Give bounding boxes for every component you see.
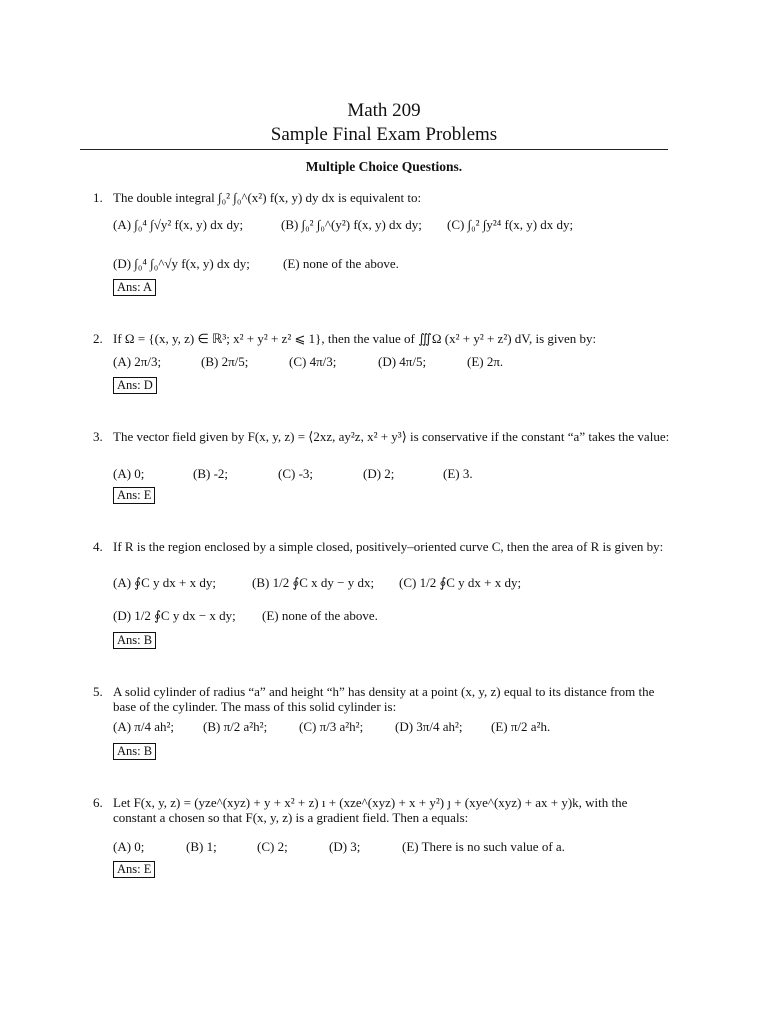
question-number: 5. <box>93 684 103 699</box>
answer-box: Ans: E <box>113 487 155 504</box>
question-stem: Let F(x, y, z) = (yze^(xyz) + y + x² + z) ı + (xze^(xyz) + x + y²) ȷ + (xye^(xyz) + ax + y)k, with the constant a chosen so that F(x, y, z) is a gradient field. Then a equals: <box>113 795 628 825</box>
option-e: (E) π/2 a²h. <box>491 719 551 734</box>
option-d: (D) 2; <box>363 466 395 481</box>
option-a: (A) 2π/3; <box>113 354 162 369</box>
course-title: Math 209 <box>347 100 421 121</box>
options-row <box>113 608 673 632</box>
exam-subtitle: Sample Final Exam Problems <box>270 124 498 145</box>
options-row <box>113 719 673 743</box>
option-a: (A) 0; <box>113 839 145 854</box>
question-stem: If R is the region enclosed by a simple closed, positively–oriented curve C, then the area of R is given by: <box>113 539 664 554</box>
option-c: (C) π/3 a²h²; <box>299 719 364 734</box>
option-d: (D) 3π/4 ah²; <box>395 719 463 734</box>
section-heading: Multiple Choice Questions. <box>305 159 463 174</box>
option-b: (B) -2; <box>193 466 229 481</box>
option-e: (E) none of the above. <box>283 256 399 271</box>
option-d: (D) 1/2 ∮C y dx − x dy; <box>113 608 236 623</box>
options-row <box>113 256 673 280</box>
question-number: 3. <box>93 429 103 444</box>
option-c: (C) ∫₀² ∫y²⁴ f(x, y) dx dy; <box>447 217 574 232</box>
question-number: 2. <box>93 331 103 346</box>
option-e: (E) 2π. <box>467 354 504 369</box>
answer-box: Ans: B <box>113 743 156 760</box>
options-row <box>113 839 673 863</box>
question-1 <box>93 190 673 300</box>
question-stem: The vector field given by F(x, y, z) = ⟨2xz, ay²z, x² + y³⟩ is conservative if the constant “a” takes the value: <box>113 429 670 444</box>
question-5 <box>93 684 673 764</box>
question-2 <box>93 331 673 401</box>
question-4 <box>93 539 673 651</box>
question-stem: If Ω = {(x, y, z) ∈ ℝ³; x² + y² + z² ⩽ 1}, then the value of ∭Ω (x² + y² + z²) dV, is given by: <box>113 331 597 346</box>
option-c: (C) 2; <box>257 839 288 854</box>
question-6 <box>93 795 673 885</box>
options-row <box>113 217 673 241</box>
answer-box: Ans: E <box>113 861 155 878</box>
options-row <box>113 466 673 490</box>
option-b: (B) 2π/5; <box>201 354 249 369</box>
title-divider <box>80 149 668 150</box>
option-e: (E) none of the above. <box>262 608 378 623</box>
option-d: (D) 3; <box>329 839 361 854</box>
option-d: (D) ∫₀⁴ ∫₀^√y f(x, y) dx dy; <box>113 256 250 271</box>
option-e: (E) There is no such value of a. <box>402 839 565 854</box>
question-stem: A solid cylinder of radius “a” and height “h” has density at a point (x, y, z) equal to its distance from the base of the cylinder. The mass of this solid cylinder is: <box>113 684 655 714</box>
option-d: (D) 4π/5; <box>378 354 427 369</box>
option-b: (B) ∫₀² ∫₀^(y²) f(x, y) dx dy; <box>281 217 422 232</box>
question-number: 1. <box>93 190 103 205</box>
option-b: (B) 1; <box>186 839 217 854</box>
question-number: 6. <box>93 795 103 810</box>
option-a: (A) π/4 ah²; <box>113 719 175 734</box>
option-c: (C) 4π/3; <box>289 354 337 369</box>
option-e: (E) 3. <box>443 466 473 481</box>
options-row <box>113 575 673 599</box>
answer-box: Ans: A <box>113 279 156 296</box>
option-a: (A) 0; <box>113 466 145 481</box>
option-a: (A) ∫₀⁴ ∫√y² f(x, y) dx dy; <box>113 217 244 232</box>
options-row <box>113 354 673 378</box>
answer-box: Ans: B <box>113 632 156 649</box>
option-b: (B) π/2 a²h²; <box>203 719 268 734</box>
question-3 <box>93 429 673 509</box>
answer-box: Ans: D <box>113 377 157 394</box>
option-b: (B) 1/2 ∮C x dy − y dx; <box>252 575 375 590</box>
option-c: (C) 1/2 ∮C y dx + x dy; <box>399 575 522 590</box>
question-stem: The double integral ∫₀² ∫₀^(x²) f(x, y) dy dx is equivalent to: <box>113 190 422 205</box>
question-number: 4. <box>93 539 103 554</box>
option-a: (A) ∮C y dx + x dy; <box>113 575 216 590</box>
option-c: (C) -3; <box>278 466 314 481</box>
